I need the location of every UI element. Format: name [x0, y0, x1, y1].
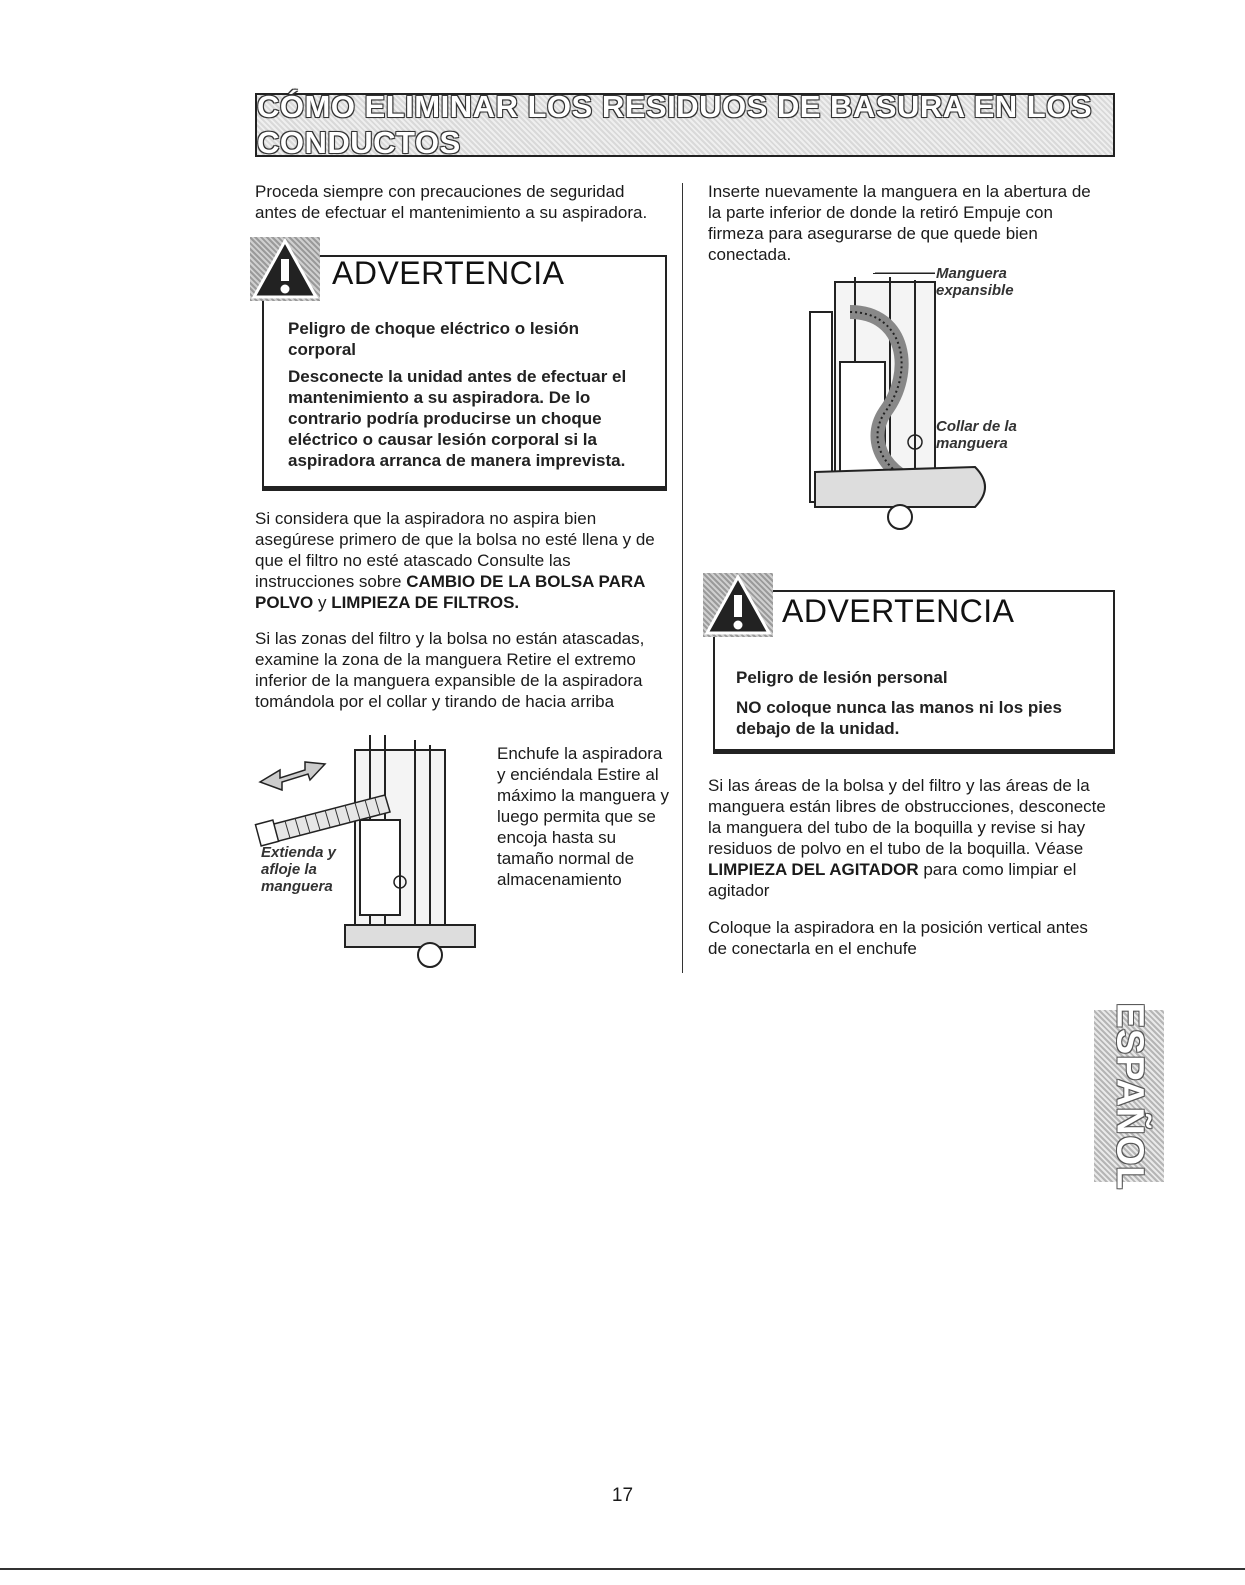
- expandable-hose-caption: Manguera expansible: [936, 265, 1014, 299]
- warning-hazard-text: Peligro de lesión personal: [736, 668, 948, 687]
- column-divider: [682, 183, 683, 973]
- nozzle-check-text: Si las áreas de la bolsa y del filtro y las áreas de la manguera están libres de obstrucciones, desconecte la manguera del tubo de la boquilla y revise si hay residuos de polvo en el tubo de la boquilla. Véase: [708, 776, 1106, 858]
- reinsert-hose-paragraph: Inserte nuevamente la manguera en la abertura de la parte inferior de donde la retiró Empuje con firmeza para asegurarse de que quede bien conectada.: [708, 182, 1091, 264]
- intro-paragraph: Proceda siempre con precauciones de seguridad antes de efectuar el mantenimiento a su aspiradora.: [255, 182, 648, 222]
- hose-inspect-paragraph: Si las zonas del filtro y la bolsa no están atascadas, examine la zona de la manguera Retire el extremo inferior de la manguera expansible de la aspiradora tomándola por el collar y tirando de hacia arriba: [255, 629, 645, 711]
- hose-collar-figure: [795, 272, 1005, 542]
- nozzle-check-end: para como limpiar el agitador: [708, 860, 1077, 900]
- language-tab-label: ESPAÑOL: [1108, 1002, 1151, 1190]
- section-header-bar: [255, 89, 1115, 160]
- hose-pointer-line: [873, 273, 935, 274]
- section-title: CÓMO ELIMINAR LOS RESIDUOS DE BASURA EN LOS CONDUCTOS: [257, 89, 1093, 160]
- hose-stretch-instructions: Enchufe la aspiradora y enciéndala Estire al máximo la manguera y luego permita que se encoja hasta su tamaño normal de almacenamiento: [497, 744, 669, 889]
- warning-icon: [703, 573, 773, 637]
- conjunction: y: [313, 593, 332, 612]
- warning-title: ADVERTENCIA: [782, 593, 1015, 629]
- warning-instruction-text: Desconecte la unidad antes de efectuar el mantenimiento a su aspiradora. De lo contrario podría producirse un choque eléctrico o causar lesión corporal si la aspiradora arranca de manera imprevista.: [288, 367, 627, 470]
- agitator-clean-ref: LIMPIEZA DEL AGITADOR: [708, 860, 919, 879]
- hose-extend-caption: Extienda y afloje la manguera: [261, 844, 337, 895]
- warning-hazard-text: Peligro de choque eléctrico o lesión corporal: [288, 319, 579, 359]
- filter-clean-ref: LIMPIEZA DE FILTROS.: [331, 593, 520, 612]
- hose-collar-caption: Collar de la manguera: [936, 418, 1017, 452]
- warning-icon: [250, 237, 320, 301]
- language-side-tab: [1094, 1002, 1164, 1190]
- bottom-rule: [0, 1568, 1245, 1570]
- nozzle-check-paragraph: [708, 775, 1108, 901]
- page-number: 17: [611, 1485, 634, 1506]
- suction-check-paragraph: [255, 508, 665, 613]
- bag-change-ref: CAMBIO DE LA BOLSA PARA POLVO: [255, 572, 645, 612]
- suction-check-text: Si considera que la aspiradora no aspira bien asegúrese primero de que la bolsa no esté llena y de que el filtro no esté atascado Consulte las instrucciones sobre: [255, 509, 655, 591]
- warning-title: ADVERTENCIA: [332, 255, 565, 291]
- upright-position-paragraph: Coloque la aspiradora en la posición vertical antes de conectarla en el enchufe: [708, 918, 1088, 958]
- warning-instruction-text: NO coloque nunca las manos ni los pies debajo de la unidad.: [736, 698, 1062, 738]
